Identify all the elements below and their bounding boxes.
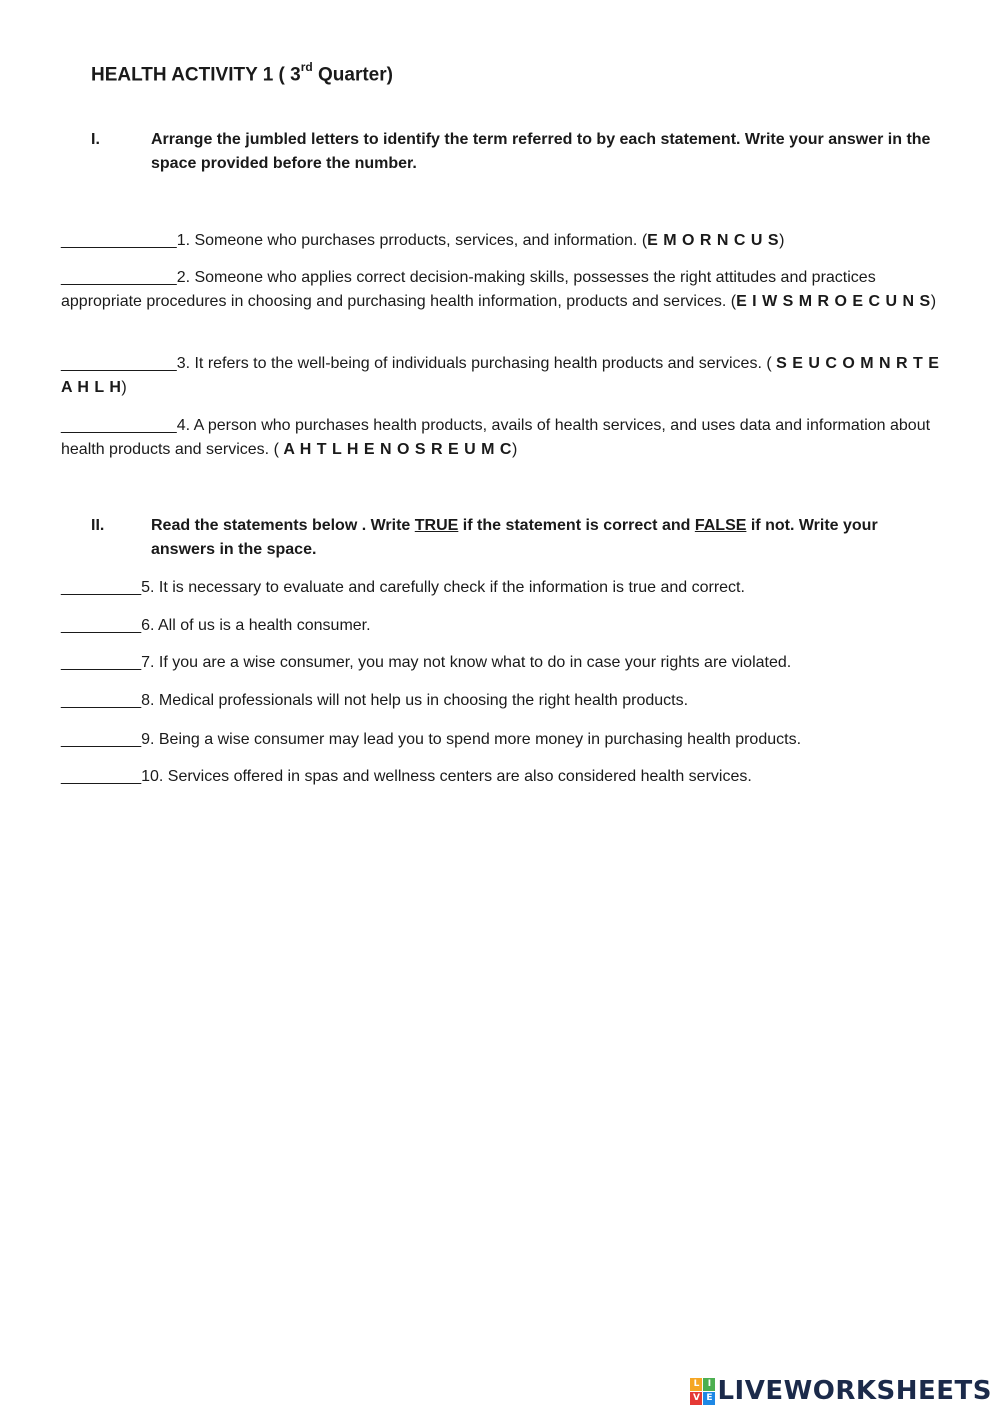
question-text: 2. Someone who applies correct decision-making skills, possesses the right attitudes and practices appropriate procedures in choosing and purchasing health information, products and services. ( <box>61 269 876 310</box>
question-9 <box>61 728 941 752</box>
question-7 <box>61 651 941 675</box>
question-10 <box>61 765 941 789</box>
title-superscript: rd <box>300 60 313 74</box>
liveworksheets-brand[interactable] <box>690 1376 992 1406</box>
jumbled-letters: S E U C O M N R T E A H L H <box>61 355 940 396</box>
question-text: 6. All of us is a health consumer. <box>141 617 371 634</box>
answer-blank[interactable]: _____________ <box>61 417 177 434</box>
close-paren: ) <box>511 441 518 458</box>
question-text: 8. Medical professionals will not help us in choosing the right health products. <box>141 692 689 709</box>
logo-letter: V <box>690 1392 702 1405</box>
answer-blank[interactable]: _________ <box>61 768 142 785</box>
question-3 <box>61 352 941 400</box>
close-paren: ) <box>121 379 127 396</box>
answer-blank[interactable]: _________ <box>61 579 142 596</box>
question-4 <box>61 414 941 462</box>
section-1-heading <box>91 128 941 176</box>
question-text: 7. If you are a wise consumer, you may not know what to do in case your rights are violated. <box>141 654 792 671</box>
instruction-part: Read the statements below . Write <box>151 517 415 534</box>
logo-letter: I <box>703 1378 715 1391</box>
question-text: 3. It refers to the well-being of individuals purchasing health products and services. ( <box>176 355 777 372</box>
question-text: 5. It is necessary to evaluate and carefully check if the information is true and correct. <box>141 579 745 596</box>
logo-letter: L <box>690 1378 702 1391</box>
liveworksheets-logo-icon <box>690 1378 715 1405</box>
section-2-heading <box>91 514 941 562</box>
answer-blank[interactable]: _____________ <box>61 355 177 372</box>
question-2 <box>61 266 941 314</box>
answer-blank[interactable]: _________ <box>61 731 142 748</box>
instruction-part: if not. Write your answers in the space. <box>151 517 878 558</box>
answer-blank[interactable]: _____________ <box>61 232 177 249</box>
question-6 <box>61 614 941 638</box>
section-2-instruction <box>151 514 941 562</box>
title-suffix: Quarter) <box>312 64 393 86</box>
question-8 <box>61 689 941 713</box>
answer-blank[interactable]: _____________ <box>61 269 177 286</box>
logo-letter: E <box>703 1392 715 1405</box>
close-paren: ) <box>930 293 937 310</box>
brand-name: LIVEWORKSHEETS <box>717 1376 992 1406</box>
jumbled-letters: E I W S M R O E C U N S <box>736 293 931 310</box>
answer-blank[interactable]: _________ <box>61 692 142 709</box>
section-2-numeral: II. <box>91 517 105 534</box>
jumbled-letters: E M O R N C U S <box>647 232 780 249</box>
page-title <box>91 62 393 86</box>
true-keyword: TRUE <box>414 517 459 534</box>
question-5 <box>61 576 941 600</box>
section-1-instruction: Arrange the jumbled letters to identify the term referred to by each statement. Write your answer in the space provided before the number. <box>151 131 931 172</box>
question-text: 9. Being a wise consumer may lead you to spend more money in purchasing health products. <box>141 731 802 748</box>
question-1 <box>61 229 941 253</box>
answer-blank[interactable]: _________ <box>61 617 142 634</box>
section-1-numeral: I. <box>91 131 100 148</box>
instruction-part: if the statement is correct and <box>458 517 695 534</box>
question-text: 10. Services offered in spas and wellness centers are also considered health services. <box>141 768 752 785</box>
jumbled-letters: A H T L H E N O S R E U M C <box>283 441 512 458</box>
false-keyword: FALSE <box>694 517 747 534</box>
question-text: 1. Someone who purchases prroducts, services, and information. ( <box>176 232 648 249</box>
answer-blank[interactable]: _________ <box>61 654 142 671</box>
title-prefix: HEALTH ACTIVITY 1 ( 3 <box>91 64 301 86</box>
question-text: 4. A person who purchases health products, avails of health services, and uses data and information about health products and services. ( <box>61 417 931 458</box>
close-paren: ) <box>779 232 785 249</box>
